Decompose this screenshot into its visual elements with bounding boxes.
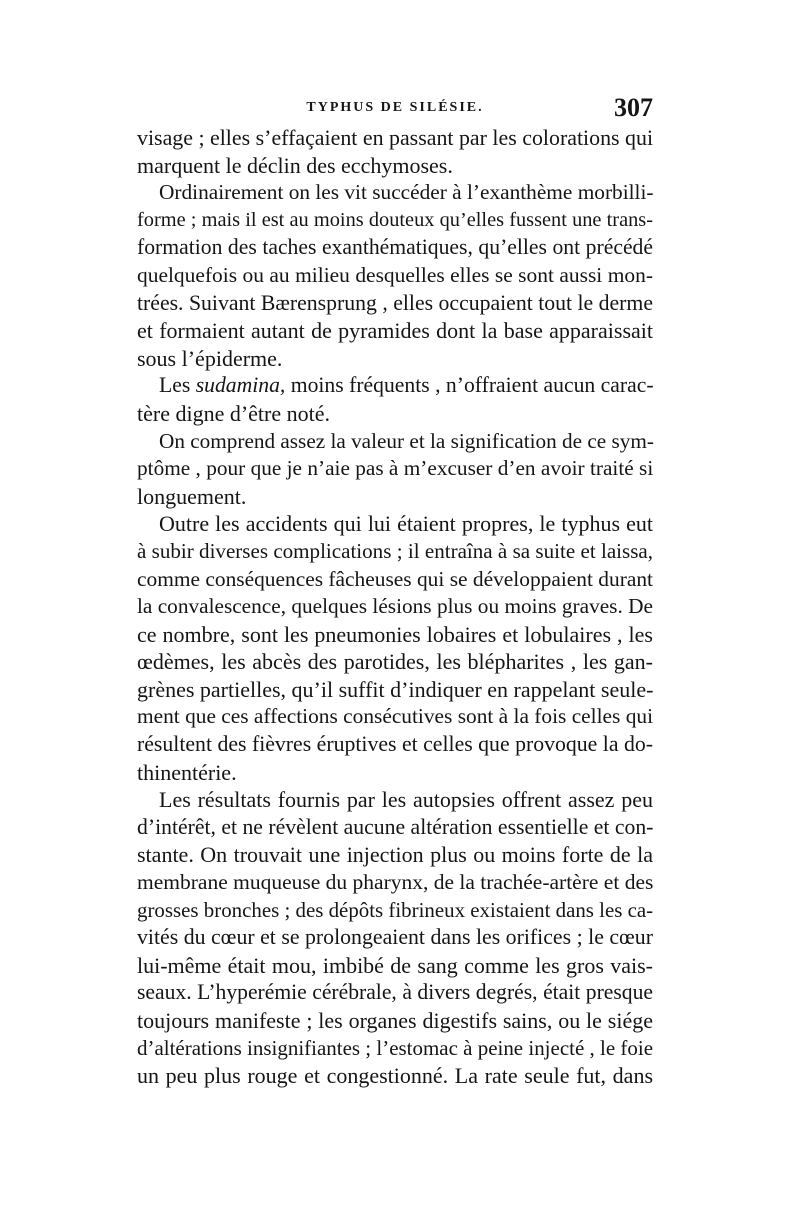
text-line: comme conséquences fâcheuses qui se développaient durant	[137, 566, 653, 591]
text-line: Les résultats fournis par les autopsies offrent assez peu	[159, 787, 653, 813]
text-line: stante. On trouvait une injection plus ou moins forte de la	[137, 842, 653, 868]
text-line: vités du cœur et se prolongeaient dans les orifices ; le cœur	[137, 925, 653, 950]
running-title: TYPHUS DE SILÉSIE.	[306, 100, 484, 115]
text-run: moins fréquents , n’offraient aucun carac-	[285, 373, 654, 398]
body-text	[137, 124, 653, 1090]
text-line: tère digne d’être noté.	[137, 400, 331, 426]
text-line: trées. Suivant Bærensprung , elles occupaient tout le derme	[137, 290, 653, 315]
text-line: ptôme , pour que je n’aie pas à m’excuser d’en avoir traité si	[137, 456, 654, 481]
text-line: marquent le déclin des ecchymoses.	[137, 152, 453, 178]
text-line: d’altérations insignifiantes ; l’estomac à peine injecté , le foie	[137, 1035, 653, 1060]
text-line: grosses bronches ; des dépôts fibrineux existaient dans les ca-	[137, 897, 654, 922]
text-line: quelquefois ou au milieu desquelles elles se sont aussi mon-	[137, 262, 653, 287]
text-line: grènes partielles, qu’il suffit d’indiquer en rappelant seule-	[137, 676, 654, 702]
text-line: à subir diverses complications ; il entraîna à sa suite et laissa,	[137, 538, 653, 563]
text-line: thinentérie.	[137, 759, 237, 785]
text-run: Les	[159, 373, 196, 398]
text-line: forme ; mais il est au moins douteux qu’elles fussent une trans-	[137, 208, 653, 231]
text-line: la convalescence, quelques lésions plus ou moins graves. De	[137, 594, 653, 619]
text-line: visage ; elles s’effaçaient en passant par les colorations qui	[137, 125, 654, 150]
text-line: résultent des fièvres éruptives et celles que provoque la do-	[137, 732, 653, 757]
text-line: toujours manifeste ; les organes digestifs sains, ou le siége	[137, 1008, 653, 1033]
text-line: longuement.	[137, 483, 247, 509]
page-number: 307	[614, 93, 653, 122]
italic-term: sudamina,	[195, 373, 286, 398]
text-line: seaux. L’hyperémie cérébrale, à divers degrés, était presque	[137, 980, 653, 1005]
text-line: ce nombre, sont les pneumonies lobaires et lobulaires , les	[137, 621, 653, 647]
text-line: formation des taches exanthématiques, qu’elles ont précédé	[137, 235, 653, 260]
text-line: membrane muqueuse du pharynx, de la trachée-artère et des	[137, 870, 654, 895]
text-line: ment que ces affections consécutives sont à la fois celles qui	[137, 704, 654, 729]
text-line: un peu plus rouge et congestionné. La rate seule fut, dans	[137, 1063, 653, 1089]
text-line: œdèmes, les abcès des parotides, les blépharites , les gan-	[137, 649, 653, 675]
text-line: lui-même était mou, imbibé de sang comme les gros vais-	[137, 952, 653, 978]
text-line: sous l’épiderme.	[137, 345, 283, 371]
text-line: Outre les accidents qui lui étaient propres, le typhus eut	[159, 511, 653, 537]
text-line: et formaient autant de pyramides dont la base apparaissait	[137, 318, 653, 344]
text-line: Ordinairement on les vit succéder à l’exanthème morbilli-	[159, 180, 654, 205]
text-line: d’intérêt, et ne révèlent aucune altération essentielle et con-	[137, 814, 654, 839]
text-line: On comprend assez la valeur et la signification de ce sym-	[159, 428, 654, 453]
text-line	[137, 372, 653, 400]
running-head	[137, 93, 653, 123]
